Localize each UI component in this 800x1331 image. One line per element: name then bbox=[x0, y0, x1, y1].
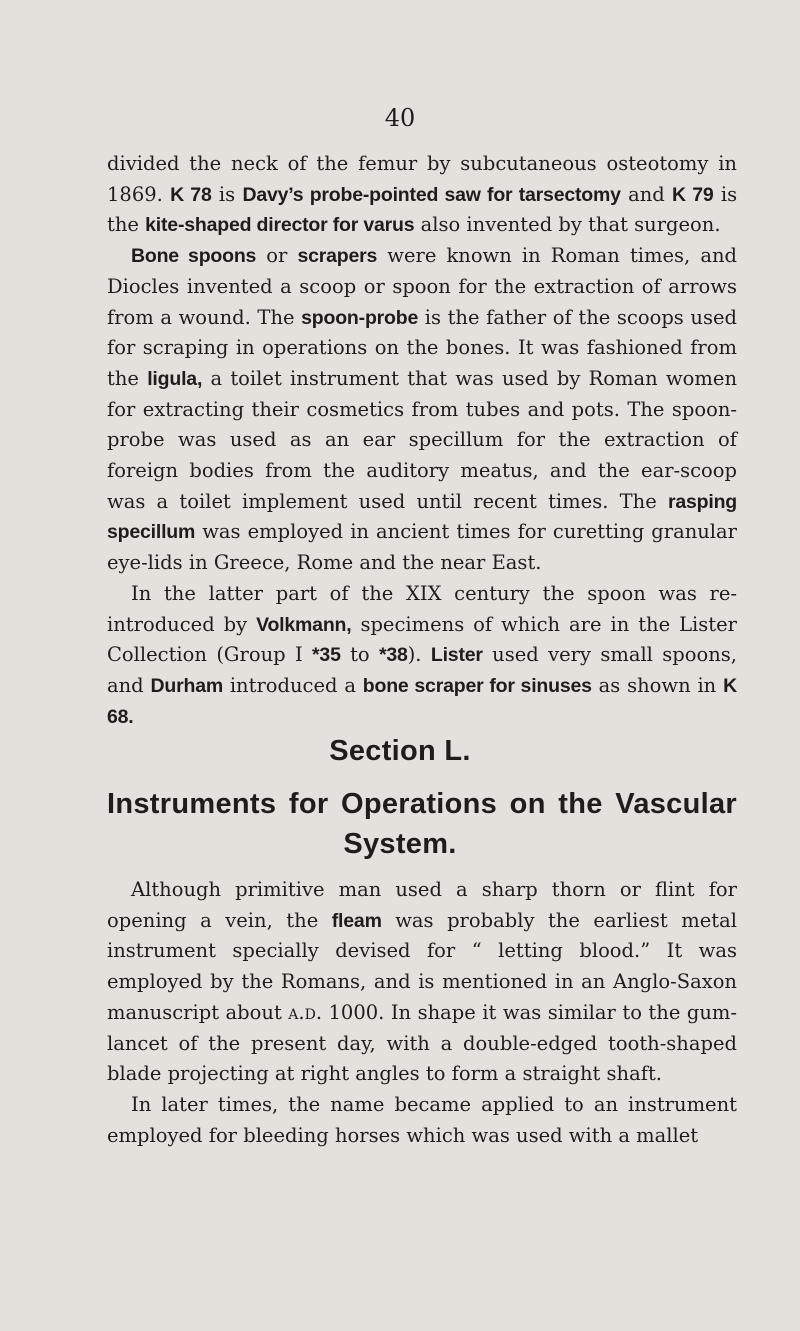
section-label: Section L. bbox=[329, 735, 471, 767]
paragraph: divided the neck of the femur by subcutaneous osteotomy in 1869. K 78 is Davy’s probe-pointed saw for tarsectomy and K 79 is the kite-shaped director for varus also invented by that surgeon. bbox=[107, 152, 738, 237]
specimen-ref: K 79 bbox=[672, 183, 714, 206]
section-title-continued: System. bbox=[343, 828, 457, 860]
specimen-ref: *38 bbox=[379, 644, 408, 667]
specimen-ref: *35 bbox=[312, 644, 341, 667]
era-abbreviation: a.d. bbox=[288, 1000, 323, 1024]
specimen-ref: K 68. bbox=[107, 674, 737, 728]
body-text-lower bbox=[107, 875, 737, 1151]
person-name: Volkmann, bbox=[256, 613, 352, 636]
instrument-name: ligula, bbox=[147, 367, 203, 390]
instrument-name: Bone spoons bbox=[131, 245, 257, 268]
instrument-name: rasping specillum bbox=[107, 490, 737, 544]
instrument-name: Davy’s probe-pointed saw for tarsectomy bbox=[242, 183, 621, 206]
instrument-name: scrapers bbox=[297, 245, 378, 268]
instrument-name: bone scraper for sinuses bbox=[362, 674, 592, 697]
instrument-name: spoon-probe bbox=[301, 306, 419, 329]
instrument-name: fleam bbox=[331, 909, 382, 932]
page-number: 40 bbox=[384, 104, 416, 132]
person-name: Lister bbox=[430, 644, 483, 667]
paragraph: Although primitive man used a sharp thorn or flint for opening a vein, the fleam was probably the earliest metal instrument specially devised for “ letting blood.” It was employed by the Romans, and is mentioned in an Anglo-Saxon manuscript about a.d. 1000. In shape it was similar to the gum-lancet of the present day, with a double-edged tooth-shaped blade projecting at right angles to form a straight shaft. bbox=[107, 878, 737, 1086]
paragraph: In later times, the name became applied to an instrument employed for bleeding horses which was used with a mallet bbox=[107, 1092, 737, 1147]
section-title: Instruments for Operations on the Vascular bbox=[107, 788, 737, 820]
paragraph: Bone spoons or scrapers were known in Roman times, and Diocles invented a scoop or spoon for the extraction of arrows from a wound. The spoon-probe is the father of the scoops used for scraping in operations on the bones. It was fashioned from the ligula, a toilet instrument that was used by Roman women for extracting their cosmetics from tubes and pots. The spoon-probe was used as an ear specillum for the extraction of foreign bodies from the auditory meatus, and the ear-scoop was a toilet implement used until recent times. The rasping specillum was employed in ancient times for curetting granular eye-lids in Greece, Rome and the near East. bbox=[107, 244, 738, 575]
paragraph: In the latter part of the XIX century the spoon was re-introduced by Volkmann, specimens of which are in the Lister Collection (Group I *35 to *38). Lister used very small spoons, and Durham introduced a bone scraper for sinuses as shown in K 68. bbox=[107, 581, 738, 728]
person-name: Durham bbox=[150, 674, 223, 697]
instrument-name: kite-shaped director for varus bbox=[145, 214, 415, 237]
body-text-upper bbox=[107, 149, 737, 732]
specimen-ref: K 78 bbox=[170, 183, 212, 206]
